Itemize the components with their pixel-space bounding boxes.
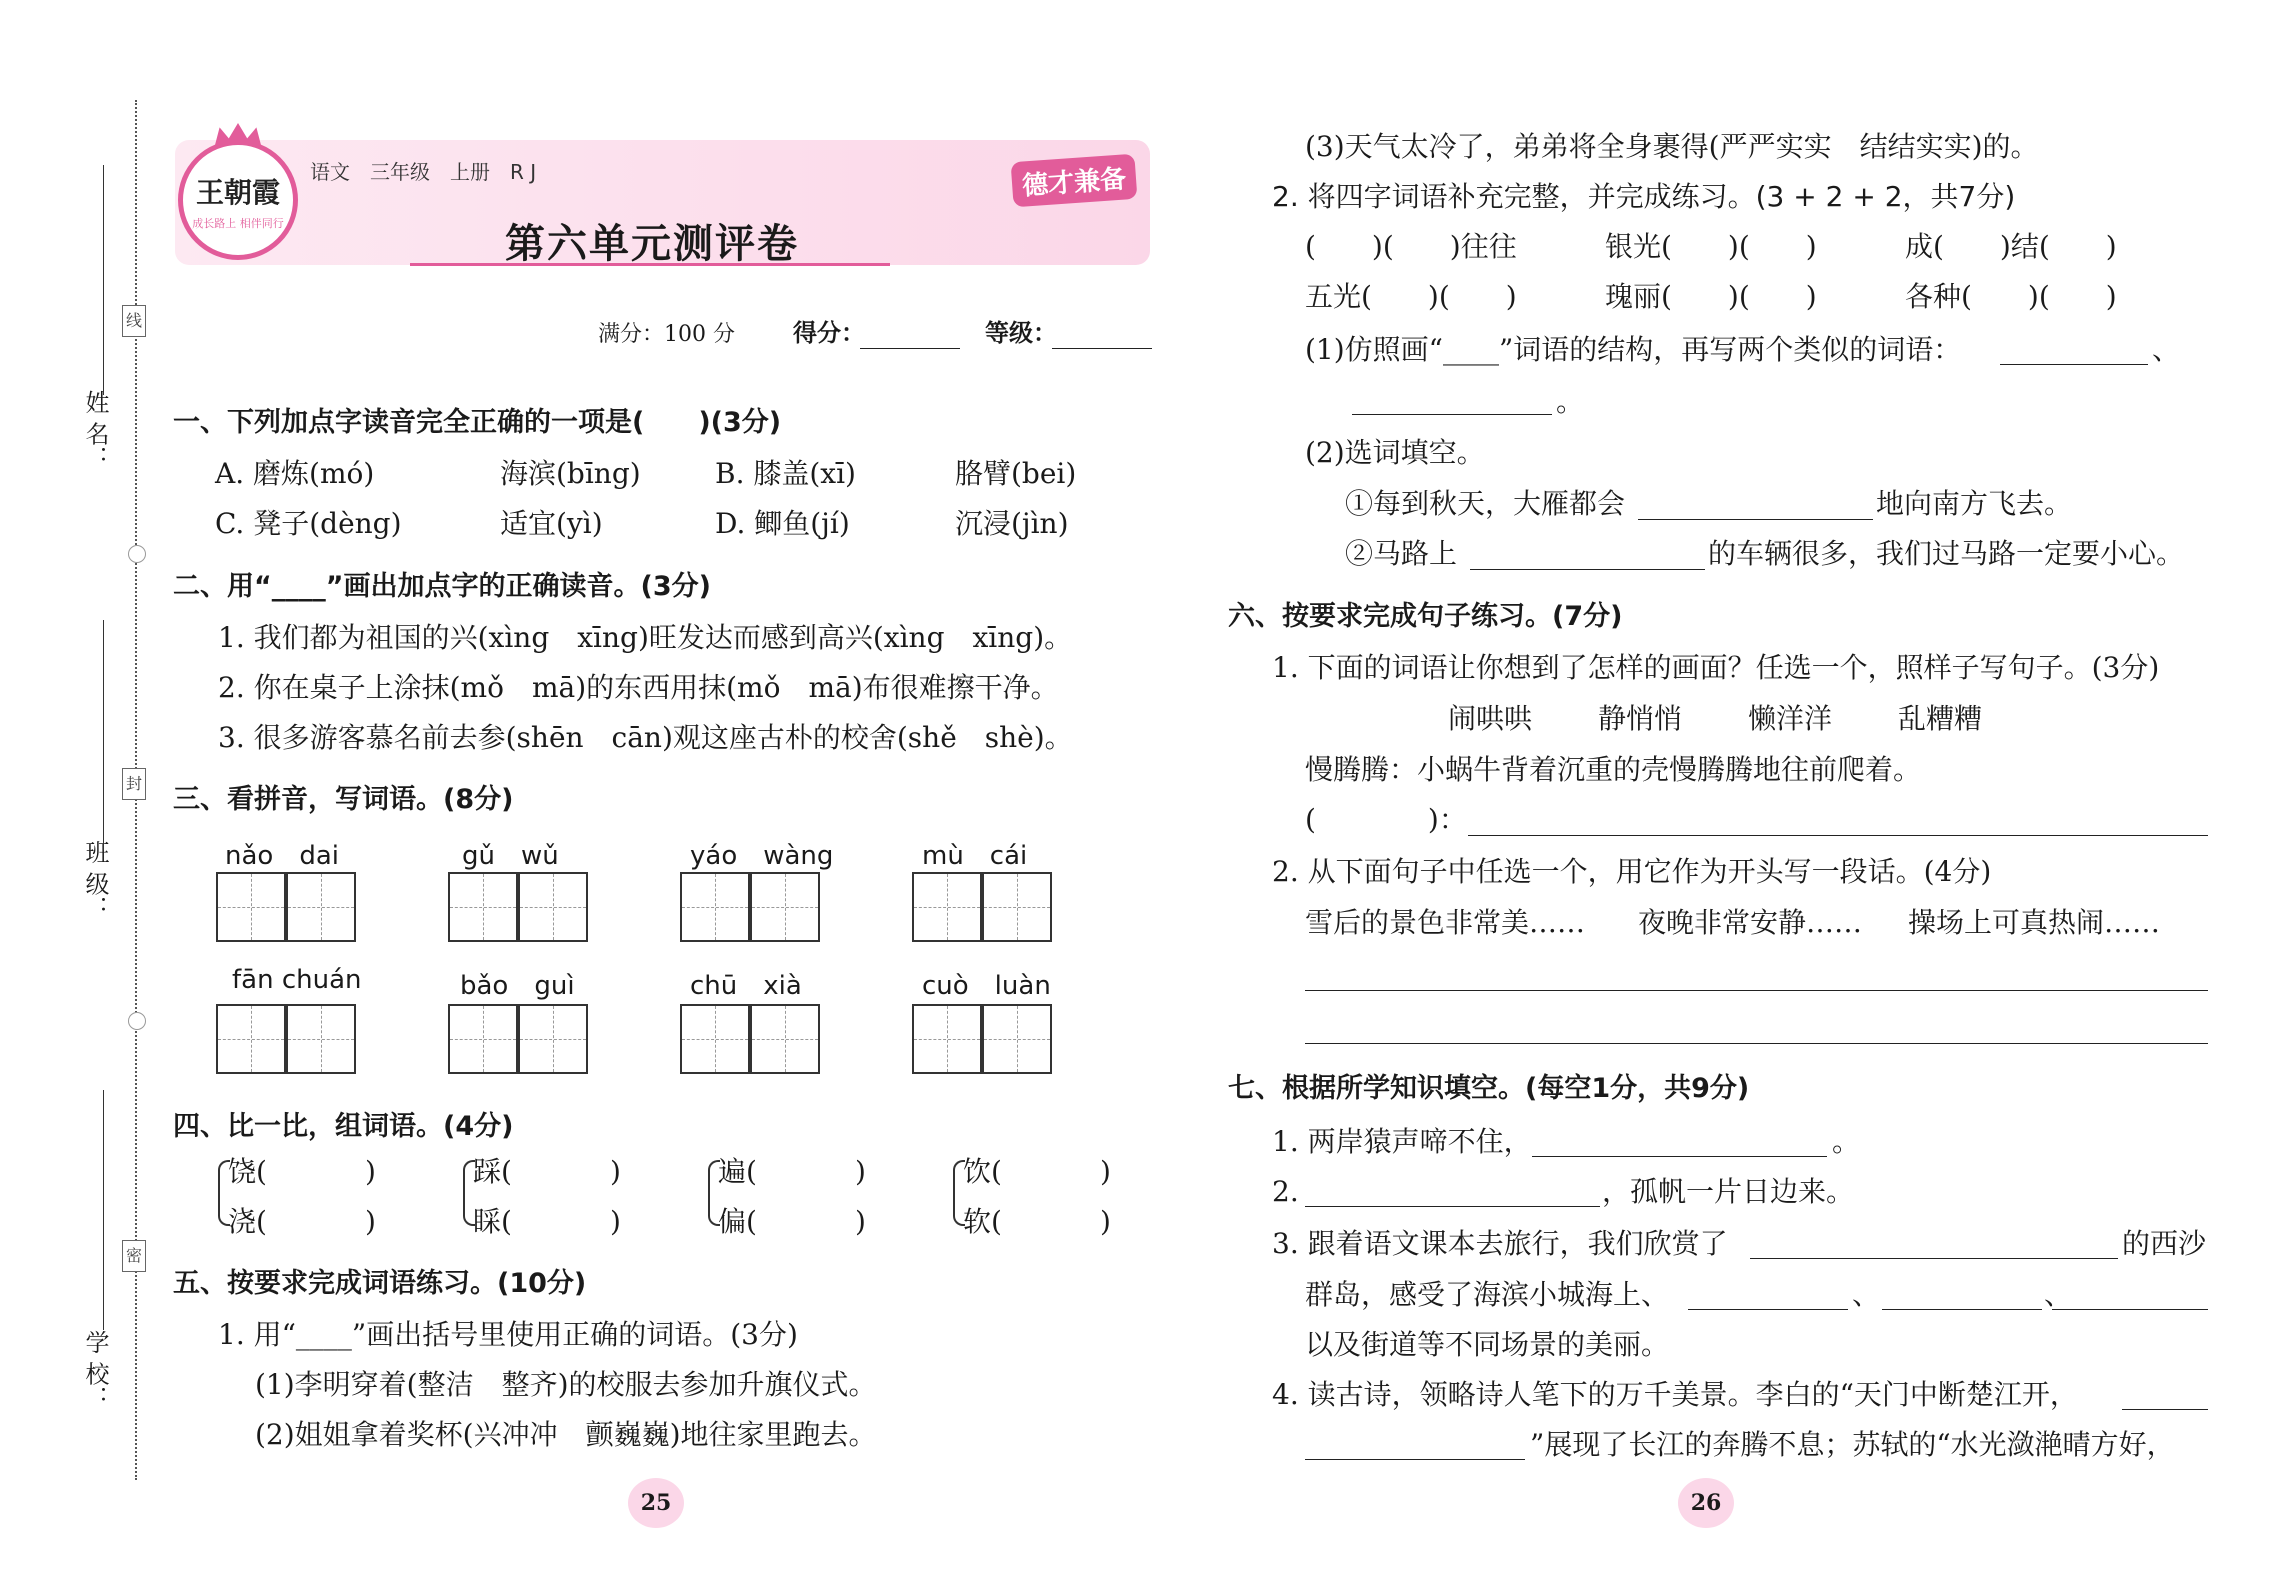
badge-virtue: 德才兼备 — [1011, 154, 1138, 208]
s7-1-field[interactable] — [1532, 1156, 1827, 1157]
brand-logo — [178, 140, 298, 260]
pair-4b: 软( — [963, 1205, 1002, 1238]
s7-3-sep-2: 、 — [2044, 1278, 2073, 1311]
s7-3c: 以及街道等不同场景的美丽。 — [1305, 1328, 1670, 1361]
write-box[interactable] — [912, 1004, 982, 1074]
section-6-title: 六、按要求完成句子练习。(7分) — [1228, 601, 1623, 632]
s7-4-field-2[interactable] — [1305, 1459, 1525, 1460]
write-box[interactable] — [912, 872, 982, 942]
s7-3-field-3[interactable] — [1882, 1309, 2042, 1310]
s6-word-1: 闹哄哄 — [1448, 702, 1533, 735]
s7-3b: 群岛，感受了海滨小城海上、 — [1305, 1278, 1670, 1311]
section-3-title: 三、看拼音，写词语。(8分) — [173, 784, 514, 815]
s5-q1: 1. 用“____”画出括号里使用正确的词语。(3分) — [218, 1318, 798, 1351]
s2-item-2: 2. 你在桌子上涂抹(mǒ mā)的东西用抹(mǒ mā)布很难擦干净。 — [218, 671, 1059, 704]
name-field[interactable] — [103, 165, 104, 395]
s6-word-3: 懒洋洋 — [1748, 702, 1833, 735]
page-number-badge — [1678, 1478, 1734, 1528]
binding-margin — [0, 0, 150, 1582]
pinyin-2: gǔ wǔ — [462, 841, 559, 871]
q2-2b-pre: ②马路上 — [1345, 537, 1458, 570]
idiom-1: ( )( )往往 — [1305, 230, 1517, 263]
pinyin-8: cuò luàn — [922, 971, 1051, 1001]
idiom-2: 银光( )( ) — [1605, 230, 1817, 263]
s6-q2-answer-line-1[interactable] — [1305, 990, 2208, 991]
write-box[interactable] — [286, 1004, 356, 1074]
class-label: 班 级： — [81, 840, 109, 920]
school-label: 学 校： — [81, 1330, 109, 1410]
s7-4-field-1[interactable] — [2122, 1409, 2208, 1410]
s7-3a: 3. 跟着语文课本去旅行，我们欣赏了 — [1272, 1227, 1728, 1260]
brand-tagline: 成长路上 相伴同行 — [192, 217, 284, 230]
pinyin-1: nǎo dai — [225, 841, 339, 871]
r-item3: (3)天气太冷了，弟弟将全身裹得(严严实实 结结实实)的。 — [1305, 130, 2039, 163]
s2-item-3: 3. 很多游客慕名前去参(shēn cān)观这座古朴的校舍(shě shè)。 — [218, 721, 1073, 754]
pair-close: ) — [855, 1205, 866, 1238]
subject-line: 语文 三年级 上册 R J — [310, 160, 537, 184]
pair-2a: 踩( — [473, 1155, 512, 1188]
punch-hole-icon — [128, 1012, 146, 1030]
section-7-title: 七、根据所学知识填空。(每空1分，共9分) — [1228, 1073, 1750, 1104]
write-box[interactable] — [448, 872, 518, 942]
pair-3a: 遍( — [718, 1155, 757, 1188]
page-number-badge — [628, 1478, 684, 1528]
grade-label: 等级： — [985, 318, 1057, 347]
pinyin-5: fān chuán — [232, 965, 362, 995]
q2-title: 2. 将四字词语补充完整，并完成练习。(3 + 2 + 2，共7分) — [1272, 180, 2016, 213]
q2-2b-post: 的车辆很多，我们过马路一定要小心。 — [1708, 537, 2185, 570]
s6-q1: 1. 下面的词语让你想到了怎样的画面？任选一个，照样子写句子。(3分) — [1272, 651, 2160, 684]
s7-4b: ”展现了长江的奔腾不息；苏轼的“水光潋滟晴方好， — [1530, 1428, 2175, 1461]
option-a2: 海滨(bīng) — [500, 457, 641, 490]
q2-2a-pre: ①每到秋天，大雁都会 — [1345, 487, 1626, 520]
q2-1: (1)仿照画“____”词语的结构，再写两个类似的词语： — [1305, 333, 1962, 366]
grade-field[interactable] — [1052, 348, 1152, 349]
pinyin-6: bǎo guì — [460, 971, 575, 1001]
write-box[interactable] — [448, 1004, 518, 1074]
pair-2b: 睬( — [473, 1205, 512, 1238]
pair-1a: 饶( — [228, 1155, 267, 1188]
option-a1: A. 磨炼(mó) — [215, 457, 375, 490]
q2-1-end: 。 — [1556, 385, 1585, 418]
pair-4a: 饮( — [963, 1155, 1002, 1188]
pair-3b: 偏( — [718, 1205, 757, 1238]
pair-close: ) — [1100, 1205, 1111, 1238]
s6-word-4: 乱糟糟 — [1898, 702, 1983, 735]
starter-1: 雪后的景色非常美…… — [1305, 906, 1586, 939]
seal-line: 线 — [122, 305, 146, 337]
s7-2: ，孤帆一片日边来。 — [1602, 1175, 1855, 1208]
write-box[interactable] — [216, 1004, 286, 1074]
idiom-3: 成( )结( ) — [1905, 230, 2117, 263]
crown-icon — [215, 123, 261, 145]
write-box[interactable] — [518, 1004, 588, 1074]
s7-3-field-2[interactable] — [1688, 1309, 1848, 1310]
write-box[interactable] — [216, 872, 286, 942]
q2-2: (2)选词填空。 — [1305, 436, 1485, 469]
s7-2-field[interactable] — [1305, 1206, 1600, 1207]
q2-1-sep: 、 — [2152, 333, 2181, 366]
option-d2: 沉浸(jìn) — [955, 507, 1069, 540]
page-number-right: 26 — [1690, 1490, 1722, 1516]
pair-close: ) — [855, 1155, 866, 1188]
s7-2-number: 2. — [1272, 1175, 1299, 1208]
s2-item-1: 1. 我们都为祖国的兴(xìng xīng)旺发达而感到高兴(xìng xīng)。 — [218, 621, 1073, 654]
starter-3: 操场上可真热闹…… — [1908, 906, 2161, 939]
s7-1: 1. 两岸猿声啼不住， — [1272, 1125, 1532, 1158]
idiom-6: 各种( )( ) — [1905, 280, 2117, 313]
pair-close: ) — [1100, 1155, 1111, 1188]
name-label: 姓 名： — [81, 390, 109, 470]
write-box[interactable] — [982, 872, 1052, 942]
punch-hole-icon — [128, 545, 146, 563]
option-c2: 适宜(yì) — [500, 507, 603, 540]
section-2-title: 二、用“____”画出加点字的正确读音。(3分) — [173, 571, 711, 602]
idiom-4: 五光( )( ) — [1305, 280, 1517, 313]
seal-secret: 密 — [122, 1240, 146, 1272]
q2-2b-field[interactable] — [1470, 569, 1705, 570]
s6-blank: ( )： — [1305, 803, 1467, 836]
brand-name: 王朝霞 — [195, 176, 280, 209]
s6-q2-answer-line-2[interactable] — [1305, 1043, 2208, 1044]
score-field[interactable] — [860, 348, 960, 349]
q2-2a-post: 地向南方飞去。 — [1876, 487, 2073, 520]
full-score: 满分：100 分 — [598, 322, 735, 347]
class-field[interactable] — [103, 620, 104, 850]
s7-4a: 4. 读古诗，领略诗人笔下的万千美景。李白的“天门中断楚江开， — [1272, 1378, 2078, 1411]
write-box[interactable] — [750, 1004, 820, 1074]
write-box[interactable] — [680, 1004, 750, 1074]
seal-seal: 封 — [122, 768, 146, 800]
section-4-title: 四、比一比，组词语。(4分) — [173, 1111, 514, 1142]
s7-3-field-1[interactable] — [1750, 1258, 2118, 1259]
s6-q1-answer[interactable] — [1468, 835, 2208, 836]
title-underline — [410, 263, 890, 266]
option-d1: D. 鲫鱼(jí) — [715, 507, 850, 540]
pinyin-3: yáo wàng — [690, 841, 834, 871]
s6-example: 慢腾腾：小蜗牛背着沉重的壳慢腾腾地往前爬着。 — [1305, 753, 1922, 786]
page-number-left: 25 — [640, 1490, 672, 1516]
pinyin-4: mù cái — [922, 841, 1028, 871]
q2-2a-field[interactable] — [1638, 519, 1873, 520]
pair-close: ) — [610, 1205, 621, 1238]
write-box[interactable] — [982, 1004, 1052, 1074]
s7-3-sep-1: 、 — [1852, 1278, 1881, 1311]
s6-word-2: 静悄悄 — [1598, 702, 1683, 735]
page-title: 第六单元测评卷 — [505, 221, 799, 267]
option-b2: 胳臂(bei) — [955, 457, 1077, 490]
score-label: 得分： — [793, 318, 865, 347]
pair-close: ) — [610, 1155, 621, 1188]
s7-3a-end: 的西沙 — [2122, 1227, 2207, 1260]
write-box[interactable] — [680, 872, 750, 942]
q2-1-field-2[interactable] — [1352, 414, 1552, 415]
write-box[interactable] — [750, 872, 820, 942]
school-field[interactable] — [103, 1090, 104, 1330]
pair-close: ) — [365, 1205, 376, 1238]
s5-q1-item1: (1)李明穿着(整洁 整齐)的校服去参加升旗仪式。 — [255, 1368, 877, 1401]
write-box[interactable] — [518, 872, 588, 942]
option-b1: B. 膝盖(xī) — [715, 457, 856, 490]
pair-1b: 浇( — [228, 1205, 267, 1238]
s5-q1-item2: (2)姐姐拿着奖杯(兴冲冲 颤巍巍)地往家里跑去。 — [255, 1418, 877, 1451]
s7-3-field-4[interactable] — [2052, 1309, 2208, 1310]
starter-2: 夜晚非常安静…… — [1638, 906, 1863, 939]
s7-1-end: 。 — [1832, 1125, 1861, 1158]
s6-q2: 2. 从下面句子中任选一个，用它作为开头写一段话。(4分) — [1272, 855, 1992, 888]
section-1-title: 一、下列加点字读音完全正确的一项是( )(3分) — [173, 407, 782, 438]
section-5-title: 五、按要求完成词语练习。(10分) — [173, 1268, 587, 1299]
q2-1-field-1[interactable] — [2000, 364, 2148, 365]
option-c1: C. 凳子(dèng) — [215, 507, 402, 540]
write-box[interactable] — [286, 872, 356, 942]
idiom-5: 瑰丽( )( ) — [1605, 280, 1817, 313]
pinyin-7: chū xià — [690, 971, 802, 1001]
pair-close: ) — [365, 1155, 376, 1188]
